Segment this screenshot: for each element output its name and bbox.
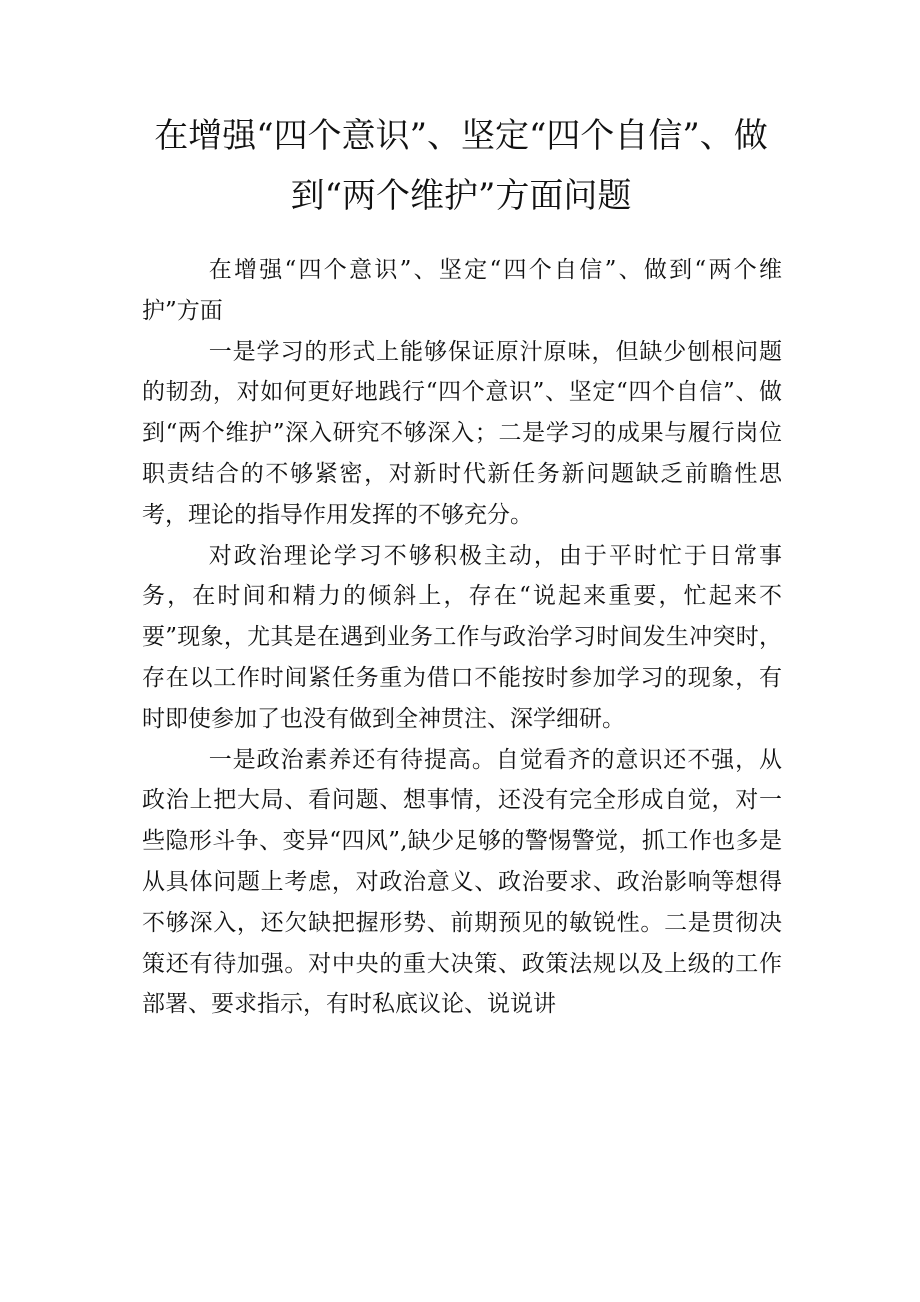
paragraph-2: 对政治理论学习不够积极主动，由于平时忙于日常事务，在时间和精力的倾斜上，存在“说起来重要，忙起来不要”现象，尤其是在遇到业务工作与政治学习时间发生冲突时，存在以工作时间紧任务重为借口不能按时参加学习的现象，有时即使参加了也没有做到全神贯注、深学细研。 [142, 542, 782, 732]
paragraph-1: 一是学习的形式上能够保证原汁原味，但缺少刨根问题的韧劲，对如何更好地践行“四个意识”、坚定“四个自信”、做到“两个维护”深入研究不够深入；二是学习的成果与履行岗位职责结合的不够紧密，对新时代新任务新问题缺乏前瞻性思考，理论的指导作用发挥的不够充分。 [142, 338, 782, 528]
paragraph-intro: 在增强“四个意识”、坚定“四个自信”、做到“两个维护”方面 [142, 257, 782, 324]
paragraph-3: 一是政治素养还有待提高。自觉看齐的意识还不强，从政治上把大局、看问题、想事情，还没有完全形成自觉，对一些隐形斗争、变异“四风”,缺少足够的警惕警觉，抓工作也多是从具体问题上考虑，对政治意义、政治要求、政治影响等想得不够深入，还欠缺把握形势、前期预见的敏锐性。二是贯彻决策还有待加强。对中央的重大决策、政策法规以及上级的工作部署、要求指示，有时私底议论、说说讲 [142, 746, 782, 1018]
document-body [142, 250, 782, 1025]
document-title: 在增强“四个意识”、坚定“四个自信”、做到“两个维护”方面问题 [154, 116, 768, 216]
